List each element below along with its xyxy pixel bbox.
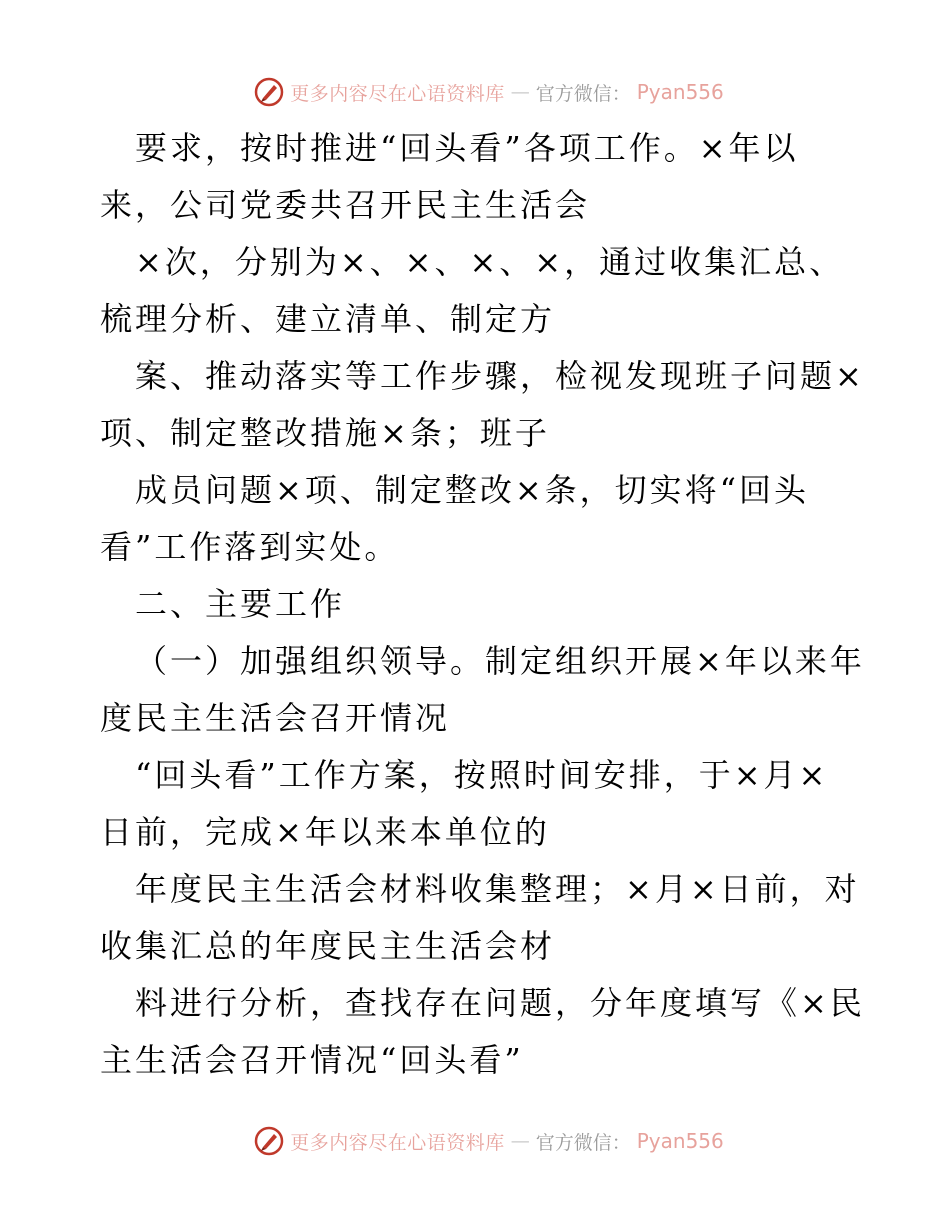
text-line: 度民主生活会召开情况 bbox=[100, 699, 451, 737]
text-line: 主生活会召开情况“回头看” bbox=[100, 1041, 524, 1079]
watermark-id: Pyan556 bbox=[636, 80, 724, 104]
text-line: 梳理分析、建立清单、制定方 bbox=[100, 300, 556, 338]
watermark-label: 官方微信： bbox=[535, 82, 631, 105]
text-line: 料进行分析，查找存在问题，分年度填写《×民 bbox=[135, 984, 865, 1022]
watermark-separator: — bbox=[510, 1130, 530, 1152]
text-line: 日前，完成×年以来本单位的 bbox=[100, 813, 550, 851]
watermark-label: 官方微信： bbox=[535, 1131, 631, 1154]
text-line: （一）加强组织领导。制定组织开展×年以来年 bbox=[135, 642, 865, 680]
text-line: 案、推动落实等工作步骤，检视发现班子问题× bbox=[135, 357, 865, 395]
watermark-group bbox=[254, 77, 724, 107]
text-line: 来，公司党委共召开民主生活会 bbox=[100, 186, 591, 224]
watermark-text: 更多内容尽在心语资料库 bbox=[290, 82, 505, 105]
text-line: 收集汇总的年度民主生活会材 bbox=[100, 927, 556, 965]
text-line: 项、制定整改措施×条；班子 bbox=[100, 414, 550, 452]
watermark-separator: — bbox=[510, 81, 530, 103]
watermark-footer bbox=[0, 1121, 950, 1161]
text-line: 要求，按时推进“回头看”各项工作。×年以 bbox=[135, 129, 799, 167]
text-line: 年度民主生活会材料收集整理；×月×日前，对 bbox=[135, 870, 860, 908]
text-line: ×次，分别为×、×、×、×，通过收集汇总、 bbox=[135, 243, 845, 281]
pen-logo-icon bbox=[254, 1126, 284, 1156]
watermark-header bbox=[0, 72, 950, 112]
watermark-text: 更多内容尽在心语资料库 bbox=[290, 1131, 505, 1154]
text-line: “回头看”工作方案，按照时间安排，于×月× bbox=[135, 756, 829, 794]
section-heading: 二、主要工作 bbox=[135, 585, 346, 623]
text-line: 看”工作落到实处。 bbox=[100, 528, 400, 566]
watermark-group bbox=[254, 1126, 724, 1156]
text-line: 成员问题×项、制定整改×条，切实将“回头 bbox=[135, 471, 809, 509]
watermark-id: Pyan556 bbox=[636, 1129, 724, 1153]
pen-logo-icon bbox=[254, 77, 284, 107]
